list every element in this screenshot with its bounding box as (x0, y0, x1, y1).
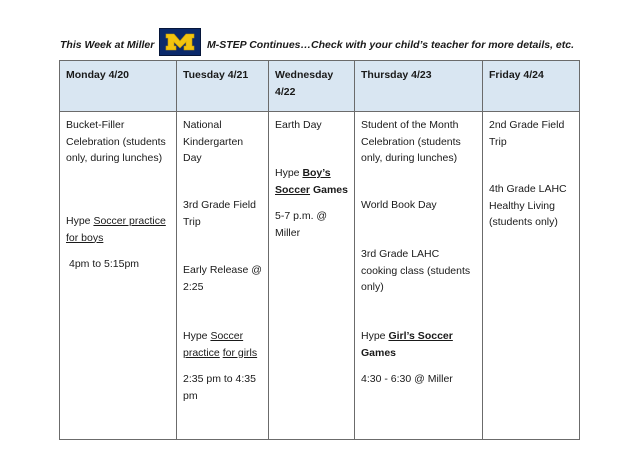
event-wednesday-1: Earth Day (275, 119, 322, 131)
event-friday-2: 4th Grade LAHC Healthy Living (students only) (489, 183, 567, 228)
event-thursday-2: World Book Day (361, 199, 437, 211)
page-header (58, 28, 618, 58)
event-thursday-4-suffix: Games (361, 346, 397, 359)
event-tuesday-3: Early Release @ 2:25 (183, 264, 262, 293)
event-monday-1: Bucket-Filler Celebration (students only, during lunches) (66, 119, 166, 164)
event-monday-2 (66, 213, 172, 246)
monday-cell (60, 112, 177, 440)
event-wednesday-2-title: Boy’s Soccer (275, 167, 331, 196)
thursday-cell (355, 112, 483, 440)
event-thursday-4 (361, 328, 478, 361)
day-header-wednesday: Wednesday 4/22 (269, 61, 355, 112)
block-m-logo-icon (165, 33, 195, 51)
school-logo (159, 28, 201, 56)
event-tuesday-4 (183, 328, 264, 361)
event-tuesday-4-title: Soccer practice (183, 330, 244, 359)
event-tuesday-1: National Kindergarten Day (183, 119, 244, 164)
header-title: This Week at Miller (60, 39, 155, 51)
tuesday-cell (177, 112, 269, 440)
event-thursday-3: 3rd Grade LAHC cooking class (students only) (361, 248, 471, 293)
friday-cell (483, 112, 580, 440)
events-row (60, 112, 580, 440)
event-tuesday-5: 2:35 pm to 4:35 pm (183, 373, 256, 402)
event-thursday-4-prefix: Hype (361, 330, 389, 342)
event-wednesday-3: 5-7 p.m. @ Miller (275, 210, 328, 239)
event-thursday-5: 4:30 - 6:30 @ Miller (361, 373, 453, 385)
day-header-thursday: Thursday 4/23 (355, 61, 483, 112)
event-wednesday-2-suffix: Games (312, 183, 348, 196)
event-tuesday-4-suffix: for girls (222, 346, 258, 359)
weekly-schedule-table (59, 60, 580, 440)
day-header-row (60, 61, 580, 112)
event-tuesday-2: 3rd Grade Field Trip (183, 199, 256, 228)
header-subtitle: M-STEP Continues…Check with your child’s teacher for more details, etc. (207, 39, 574, 51)
event-monday-3: 4pm to 5:15pm (69, 258, 140, 270)
day-header-tuesday: Tuesday 4/21 (177, 61, 269, 112)
wednesday-cell (269, 112, 355, 440)
day-header-monday: Monday 4/20 (60, 61, 177, 112)
event-thursday-1: Student of the Month Celebration (students only, during lunches) (361, 119, 461, 164)
event-thursday-4-title: Girl’s Soccer (388, 330, 453, 342)
event-friday-1: 2nd Grade Field Trip (489, 119, 565, 148)
day-header-friday: Friday 4/24 (483, 61, 580, 112)
event-monday-2-prefix: Hype (66, 215, 94, 227)
event-tuesday-4-prefix: Hype (183, 330, 211, 342)
event-wednesday-2-prefix: Hype (275, 167, 303, 179)
event-wednesday-2 (275, 165, 350, 198)
event-monday-2-title: Soccer practice for boys (66, 215, 166, 244)
